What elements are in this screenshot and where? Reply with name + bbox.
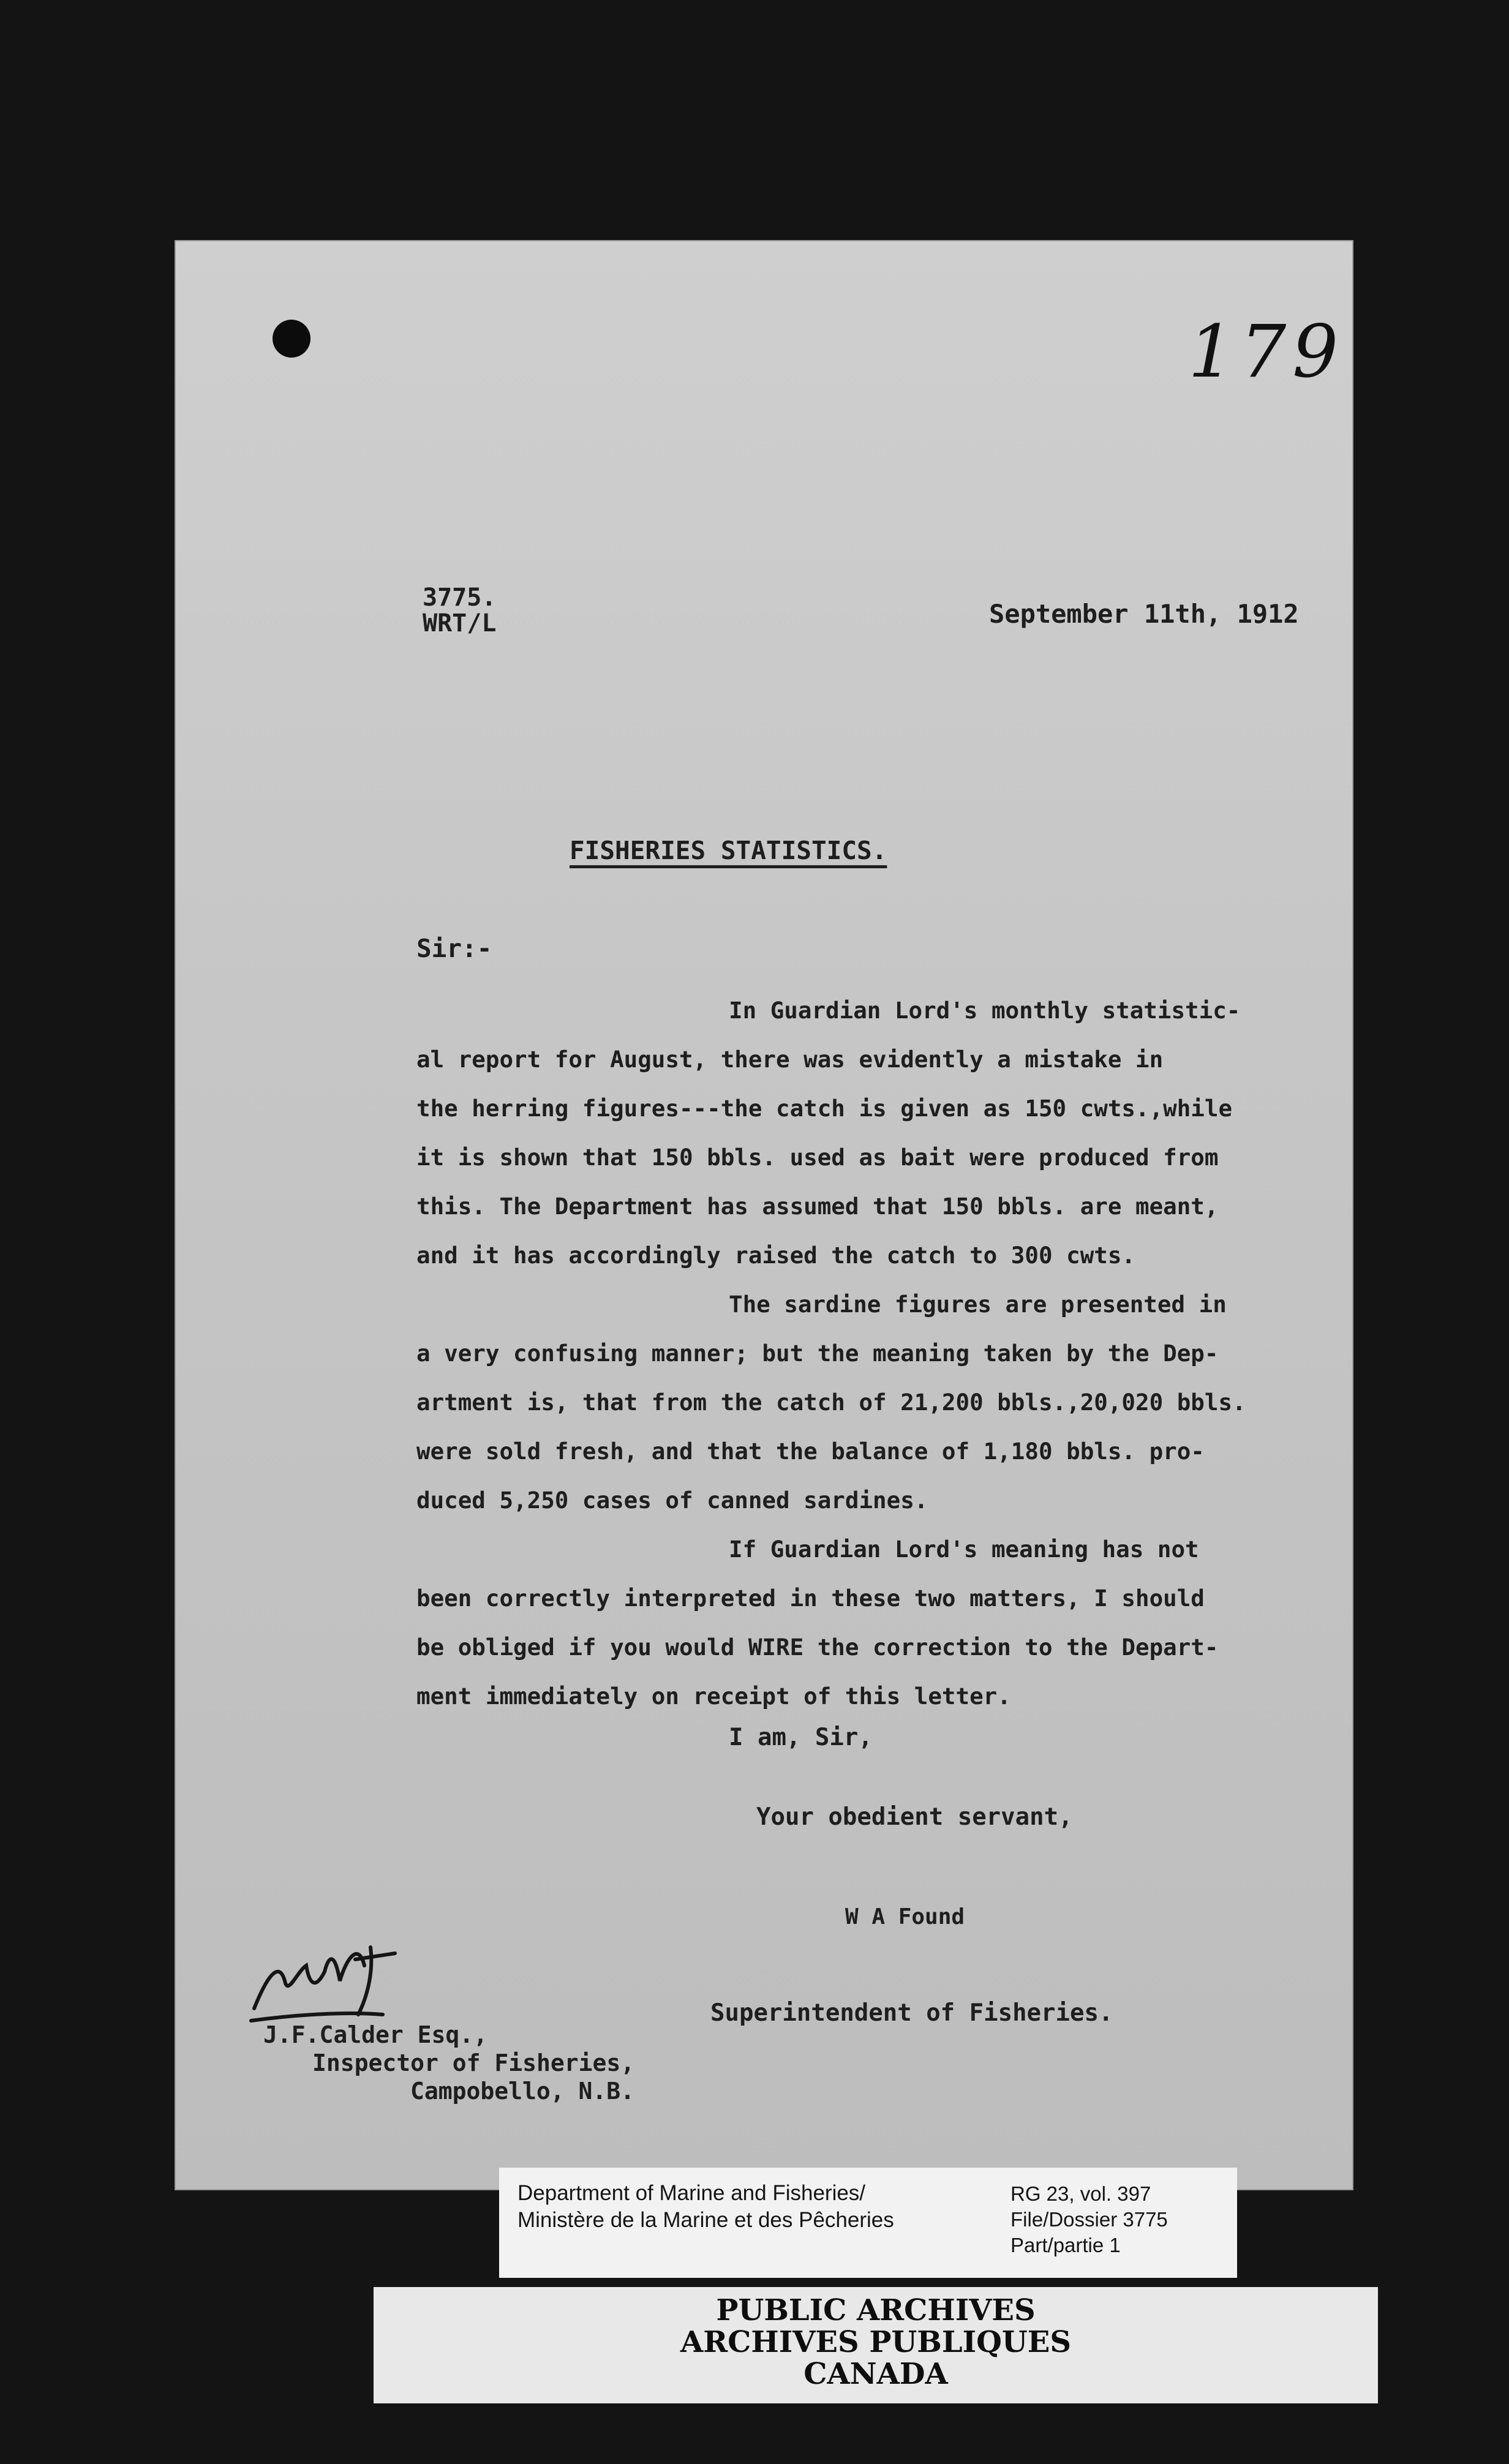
archive-reference-label <box>499 2168 1237 2278</box>
folio-number: 179 <box>1188 309 1345 394</box>
file-reference <box>423 585 496 636</box>
body-line: the herring figures---the catch is given as 150 cwts.,while <box>416 1095 1233 1122</box>
body-line: were sold fresh, and that the balance of 1,180 bbls. pro- <box>416 1438 1205 1465</box>
letter-body <box>416 986 1304 1721</box>
addressee-block <box>263 2021 634 2105</box>
body-line: If Guardian Lord's meaning has not <box>729 1536 1199 1563</box>
body-line: it is shown that 150 bbls. used as bait were produced from <box>416 1144 1219 1171</box>
body-line: a very confusing manner; but the meaning taken by the Dep- <box>416 1340 1219 1367</box>
stamp-line-fr: ARCHIVES PUBLIQUES <box>680 2325 1071 2359</box>
body-line: artment is, that from the catch of 21,200 bbls.,20,020 bbls. <box>416 1389 1246 1416</box>
signature-title: Superintendent of Fisheries. <box>710 1999 1113 2027</box>
department-name-fr: Ministère de la Marine et des Pêcheries <box>517 2208 894 2232</box>
department-name-en: Department of Marine and Fisheries/ <box>517 2181 866 2205</box>
signature-name: W A Found <box>845 1904 965 1929</box>
record-reference <box>1010 2181 1168 2258</box>
handwritten-initials <box>242 1923 426 2027</box>
salutation: Sir:- <box>416 934 492 963</box>
body-line: ment immediately on receipt of this letter. <box>416 1683 1011 1710</box>
closing: I am, Sir, <box>729 1724 873 1751</box>
body-line: this. The Department has assumed that 150 bbls. are meant, <box>416 1193 1219 1220</box>
body-line: been correctly interpreted in these two matters, I should <box>416 1585 1205 1612</box>
addressee-title: Inspector of Fisheries, <box>312 2049 635 2076</box>
body-line: be obliged if you would WIRE the correction to the Depart- <box>416 1634 1219 1661</box>
stamp-line-en: PUBLIC ARCHIVES <box>716 2293 1036 2327</box>
department-name <box>517 2180 894 2234</box>
file-dossier: File/Dossier 3775 <box>1010 2208 1168 2231</box>
punch-hole <box>273 320 310 358</box>
typist-initials: WRT/L <box>423 609 497 637</box>
addressee-name: J.F.Calder Esq., <box>263 2021 488 2048</box>
body-line: al report for August, there was evidently a mistake in <box>416 1046 1164 1073</box>
body-line: duced 5,250 cases of canned sardines. <box>416 1487 928 1514</box>
record-group: RG 23, vol. 397 <box>1010 2182 1151 2205</box>
file-number: 3775. <box>423 584 497 612</box>
public-archives-stamp <box>374 2287 1378 2403</box>
stamp-line-country: CANADA <box>803 2357 948 2391</box>
letter-subject: FISHERIES STATISTICS. <box>570 836 887 865</box>
letter-date: September 11th, 1912 <box>989 599 1299 629</box>
part-partie: Part/partie 1 <box>1010 2234 1121 2256</box>
body-line: In Guardian Lord's monthly statistic- <box>729 997 1241 1024</box>
body-line: The sardine figures are presented in <box>729 1291 1227 1318</box>
valediction: Your obedient servant, <box>756 1803 1073 1831</box>
addressee-location: Campobello, N.B. <box>410 2078 635 2105</box>
body-line: and it has accordingly raised the catch to 300 cwts. <box>416 1242 1135 1269</box>
